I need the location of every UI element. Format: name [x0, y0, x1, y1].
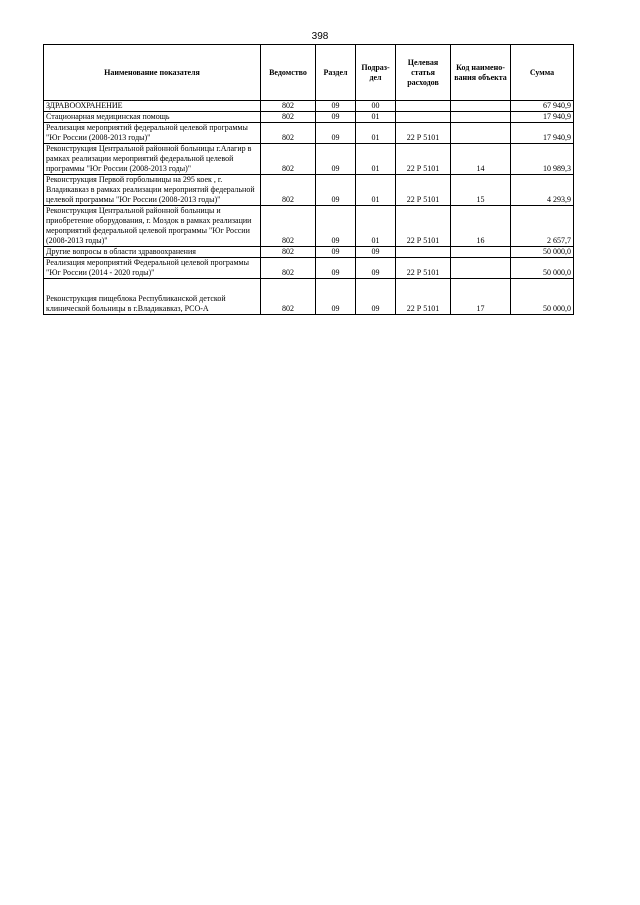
row-name: Реконструкция Первой горбольницы на 295 коек , г. Владикавказ в рамках реализации мероприятий федеральной целевой программы "Юг России (2008-2013 годы)" — [44, 175, 261, 206]
row-target: 22 Р 5101 — [396, 144, 451, 175]
row-sum: 50 000,0 — [511, 258, 574, 279]
header-name: Наименование показателя — [44, 45, 261, 101]
row-dept: 802 — [261, 279, 316, 315]
row-target: 22 Р 5101 — [396, 258, 451, 279]
row-sum: 2 657,7 — [511, 206, 574, 247]
row-sum: 4 293,9 — [511, 175, 574, 206]
row-section: 09 — [316, 101, 356, 112]
row-sum: 10 989,3 — [511, 144, 574, 175]
row-subsection: 01 — [356, 144, 396, 175]
row-target — [396, 112, 451, 123]
table-row — [44, 112, 574, 123]
row-target: 22 Р 5101 — [396, 175, 451, 206]
row-object-code — [451, 123, 511, 144]
row-subsection: 09 — [356, 258, 396, 279]
row-object-code: 15 — [451, 175, 511, 206]
row-sum: 67 940,9 — [511, 101, 574, 112]
row-object-code: 14 — [451, 144, 511, 175]
row-subsection: 01 — [356, 123, 396, 144]
row-dept: 802 — [261, 258, 316, 279]
row-subsection: 09 — [356, 247, 396, 258]
header-section: Раздел — [316, 45, 356, 101]
row-sum: 50 000,0 — [511, 279, 574, 315]
row-dept: 802 — [261, 101, 316, 112]
row-target — [396, 101, 451, 112]
row-name: Реализация мероприятий федеральной целевой программы "Юг России (2008-2013 годы)" — [44, 123, 261, 144]
row-dept: 802 — [261, 206, 316, 247]
row-sum: 17 940,9 — [511, 112, 574, 123]
header-sum: Сумма — [511, 45, 574, 101]
header-subsection: Подраз-дел — [356, 45, 396, 101]
page-number: 398 — [311, 31, 329, 42]
table-row — [44, 206, 574, 247]
table-row — [44, 101, 574, 112]
row-dept: 802 — [261, 123, 316, 144]
row-object-code — [451, 101, 511, 112]
row-sum: 17 940,9 — [511, 123, 574, 144]
budget-table — [43, 44, 574, 315]
row-subsection: 01 — [356, 175, 396, 206]
row-section: 09 — [316, 123, 356, 144]
header-object-code: Код наимено-вания объекта — [451, 45, 511, 101]
row-sum: 50 000,0 — [511, 247, 574, 258]
row-dept: 802 — [261, 247, 316, 258]
row-name: ЗДРАВООХРАНЕНИЕ — [44, 101, 261, 112]
row-section: 09 — [316, 206, 356, 247]
row-target — [396, 247, 451, 258]
row-dept: 802 — [261, 144, 316, 175]
row-section: 09 — [316, 175, 356, 206]
row-object-code — [451, 247, 511, 258]
row-section: 09 — [316, 258, 356, 279]
row-section: 09 — [316, 112, 356, 123]
row-subsection: 09 — [356, 279, 396, 315]
row-dept: 802 — [261, 112, 316, 123]
table-row — [44, 144, 574, 175]
row-name: Реконструкция Центральной районной больницы и приобретение оборудования, г. Моздок в рамках реализации мероприятий федеральной целевой программы "Юг России (2008-2013 годы)" — [44, 206, 261, 247]
table-row — [44, 175, 574, 206]
row-object-code — [451, 112, 511, 123]
row-section: 09 — [316, 279, 356, 315]
header-target: Целевая статья расходов — [396, 45, 451, 101]
row-subsection: 01 — [356, 112, 396, 123]
table-row — [44, 123, 574, 144]
row-section: 09 — [316, 247, 356, 258]
row-target: 22 Р 5101 — [396, 279, 451, 315]
row-target: 22 Р 5101 — [396, 206, 451, 247]
row-name: Реконструкция пищеблока Республиканской детской клинической больницы в г.Владикавказ, РСО-А — [44, 279, 261, 315]
row-name: Реализация мероприятий Федеральной целевой программы "Юг России (2014 - 2020 годы)" — [44, 258, 261, 279]
table-header-row — [44, 45, 574, 101]
row-dept: 802 — [261, 175, 316, 206]
row-name: Стационарная медицинская помощь — [44, 112, 261, 123]
row-section: 09 — [316, 144, 356, 175]
row-name: Реконструкция Центральной районной больницы г.Алагир в рамках реализации мероприятий федеральной целевой программы "Юг России (2008-2013 годы)" — [44, 144, 261, 175]
row-target: 22 Р 5101 — [396, 123, 451, 144]
row-name: Другие вопросы в области здравоохранения — [44, 247, 261, 258]
row-object-code: 16 — [451, 206, 511, 247]
table-row — [44, 258, 574, 279]
row-object-code — [451, 258, 511, 279]
header-dept: Ведомство — [261, 45, 316, 101]
row-object-code: 17 — [451, 279, 511, 315]
row-subsection: 01 — [356, 206, 396, 247]
table-row — [44, 247, 574, 258]
row-subsection: 00 — [356, 101, 396, 112]
table-row — [44, 279, 574, 315]
